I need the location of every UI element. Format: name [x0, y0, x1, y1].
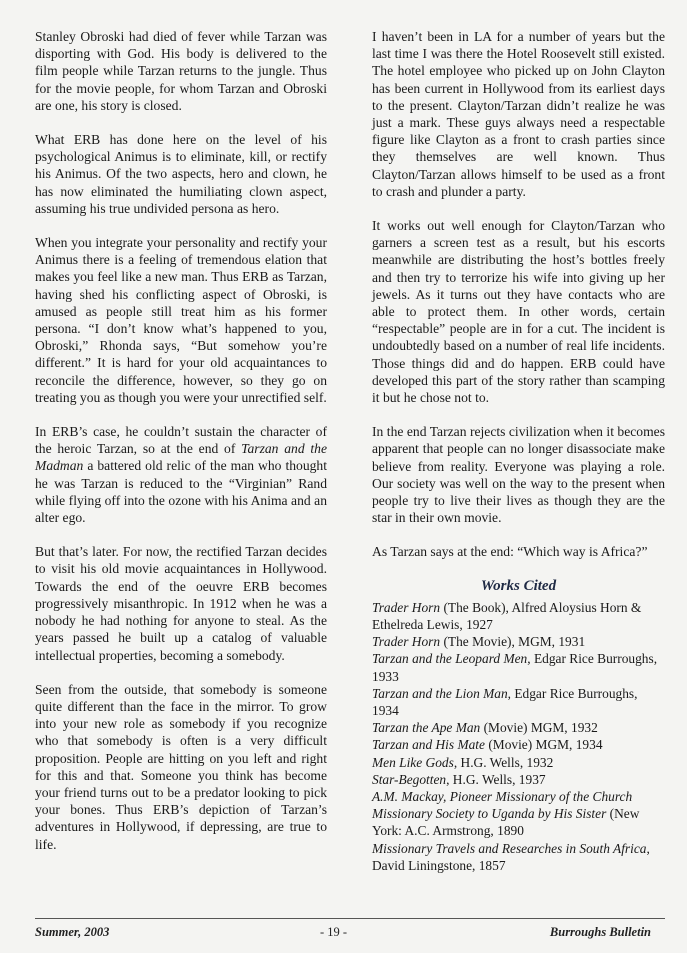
citation-details: , Edgar Rice Burroughs, 1933: [372, 651, 658, 684]
citation-title: Trader Horn: [372, 599, 441, 615]
paragraph: But that’s later. For now, the rectified Tarzan decides to visit his old movie acquaintances in Hollywood. Towards the end of the oeuvre ERB becomes progressively misanthropic. In 1912 when he was a nobody he had nothing for anyone to steal. As the years passed he built up a catalog of valuable intellectual properties, becoming a somebody.: [35, 544, 327, 663]
citation-title: Missionary Travels and Researches in South Africa: [372, 840, 647, 856]
citation: [372, 754, 665, 771]
paragraph: As Tarzan says at the end: “Which way is Africa?”: [372, 544, 648, 560]
citation-title: Tarzan and the Leopard Men: [372, 651, 528, 667]
citation-details: (The Book), Alfred Aloysius Horn & Ethelreda Lewis, 1927: [372, 599, 642, 632]
works-cited-heading: Works Cited: [480, 577, 557, 594]
paragraph: Seen from the outside, that somebody is someone quite different than the face in the mirror. To grow into your new role as somebody if you recognize who that somebody is often is a very difficult proposition. People are hitting on you left and right for this and that. Someone you think has become your friend turns out to be a predator looking to pick your bones. Thus ERB’s depiction of Tarzan’s adventures in Hollywood, if depressing, are true to life.: [35, 681, 327, 852]
citation: [372, 771, 665, 788]
citation-title: Star-Begotten: [372, 771, 447, 787]
footer-issue-date: Summer, 2003: [35, 925, 110, 939]
citation-details: , David Liningstone, 1857: [372, 840, 650, 873]
citation-title: Men Like Gods: [372, 754, 454, 770]
citation: [372, 736, 665, 753]
citation-details: , H.G. Wells, 1932: [453, 754, 554, 770]
paragraph: What ERB has done here on the level of his psychological Animus is to eliminate, kill, or rectify his Animus. Of the two aspects, hero and clown, he has now eliminated the humiliating clown aspect, assuming his true undivided persona as hero.: [35, 132, 327, 216]
citation: [372, 788, 665, 840]
citation: [372, 650, 665, 684]
works-cited-list: [372, 599, 665, 874]
footer-divider: [35, 918, 665, 919]
citation: [372, 840, 665, 874]
paragraph: It works out well enough for Clayton/Tarzan who garners a screen test as a result, but his escorts meanwhile are distributing the host’s bottles freely and then try to terrorize his wife into giving up her jewels. As it turns out they have contacts who are able to protect them. In other words, certain “respectable” people are in for a cut. The incident is undoubtedly based on a number of real life incidents. Those things did and do happen. ERB could have developed this part of the story rather than scamping it but he chose not to.: [372, 218, 665, 406]
right-column: [372, 28, 665, 874]
citation-details: , H.G. Wells, 1937: [446, 771, 546, 787]
paragraph: In the end Tarzan rejects civilization when it becomes apparent that people can no longer disassociate make believe from reality. Everyone was playing a role. Our society was well on the way to the present when people try to live their lives as though they are the star in their own movie.: [372, 424, 665, 526]
citation-details: (The Movie), MGM, 1931: [440, 634, 586, 650]
paragraph: When you integrate your personality and rectify your Animus there is a feeling of tremendous elation that makes you feel like a new man. Thus ERB as Tarzan, having shed his conflicting aspect of Obroski, is amused as people still treat him as his former persona. “I don’t know what’s happened to you, Obroski,” Rhonda says, “But somehow you’re different.” It is hard for your old acquaintances to reconcile the difference, however, so they go on treating you as though you were your unrectified self.: [35, 235, 327, 405]
publication-title: Burroughs Bulletin: [549, 925, 651, 939]
paragraph-text: a battered old relic of the man who thought he was Tarzan is reduced to the “Virginian” Rand while flying off into the ozone with his Anima and an alter ego.: [35, 458, 327, 526]
page-number: - 19 -: [320, 925, 348, 939]
paragraph: [35, 423, 327, 526]
citation: [372, 685, 665, 719]
paragraph-text: In ERB’s case, he couldn’t sustain the character of the heroic Tarzan, so at the end of: [35, 424, 327, 457]
citation-title: Tarzan the Ape Man: [372, 720, 481, 736]
citation-title: Trader Horn: [372, 634, 441, 650]
citation-details: (Movie) MGM, 1934: [484, 737, 603, 753]
citation-title: A.M. Mackay, Pioneer Missionary of the Church Missionary Society to Uganda by His Sister: [372, 788, 633, 822]
citation: [372, 633, 665, 650]
citation: [372, 719, 665, 736]
citation-details: , Edgar Rice Burroughs, 1934: [372, 685, 638, 718]
book-title: Tarzan and the Madman: [35, 441, 328, 474]
citation-title: Tarzan and His Mate: [372, 737, 485, 753]
paragraph: I haven’t been in LA for a number of years but the last time I was there the Hotel Roosevelt still existed. The hotel employee who picked up on John Clayton has been current in Hollywood from its earliest days to the present. Clayton/Tarzan didn’t realize he was just a mark. These guys always need a respectable figure like Clayton as a front to crash parties since they themselves are well known. Thus Clayton/Tarzan allows himself to be used as a front to crash and plunder a party.: [372, 29, 665, 199]
citation: [372, 599, 665, 633]
citation-title: Tarzan and the Lion Man: [372, 685, 508, 701]
left-column: [35, 28, 327, 870]
paragraph: Stanley Obroski had died of fever while Tarzan was disporting with God. His body is delivered to the film people while Tarzan returns to the jungle. Thus for the movie people, for whom Tarzan and Obroski are one, his story is closed.: [35, 29, 327, 113]
citation-details: (Movie) MGM, 1932: [480, 720, 598, 736]
citation-details: (New York: A.C. Armstrong, 1890: [372, 806, 640, 839]
